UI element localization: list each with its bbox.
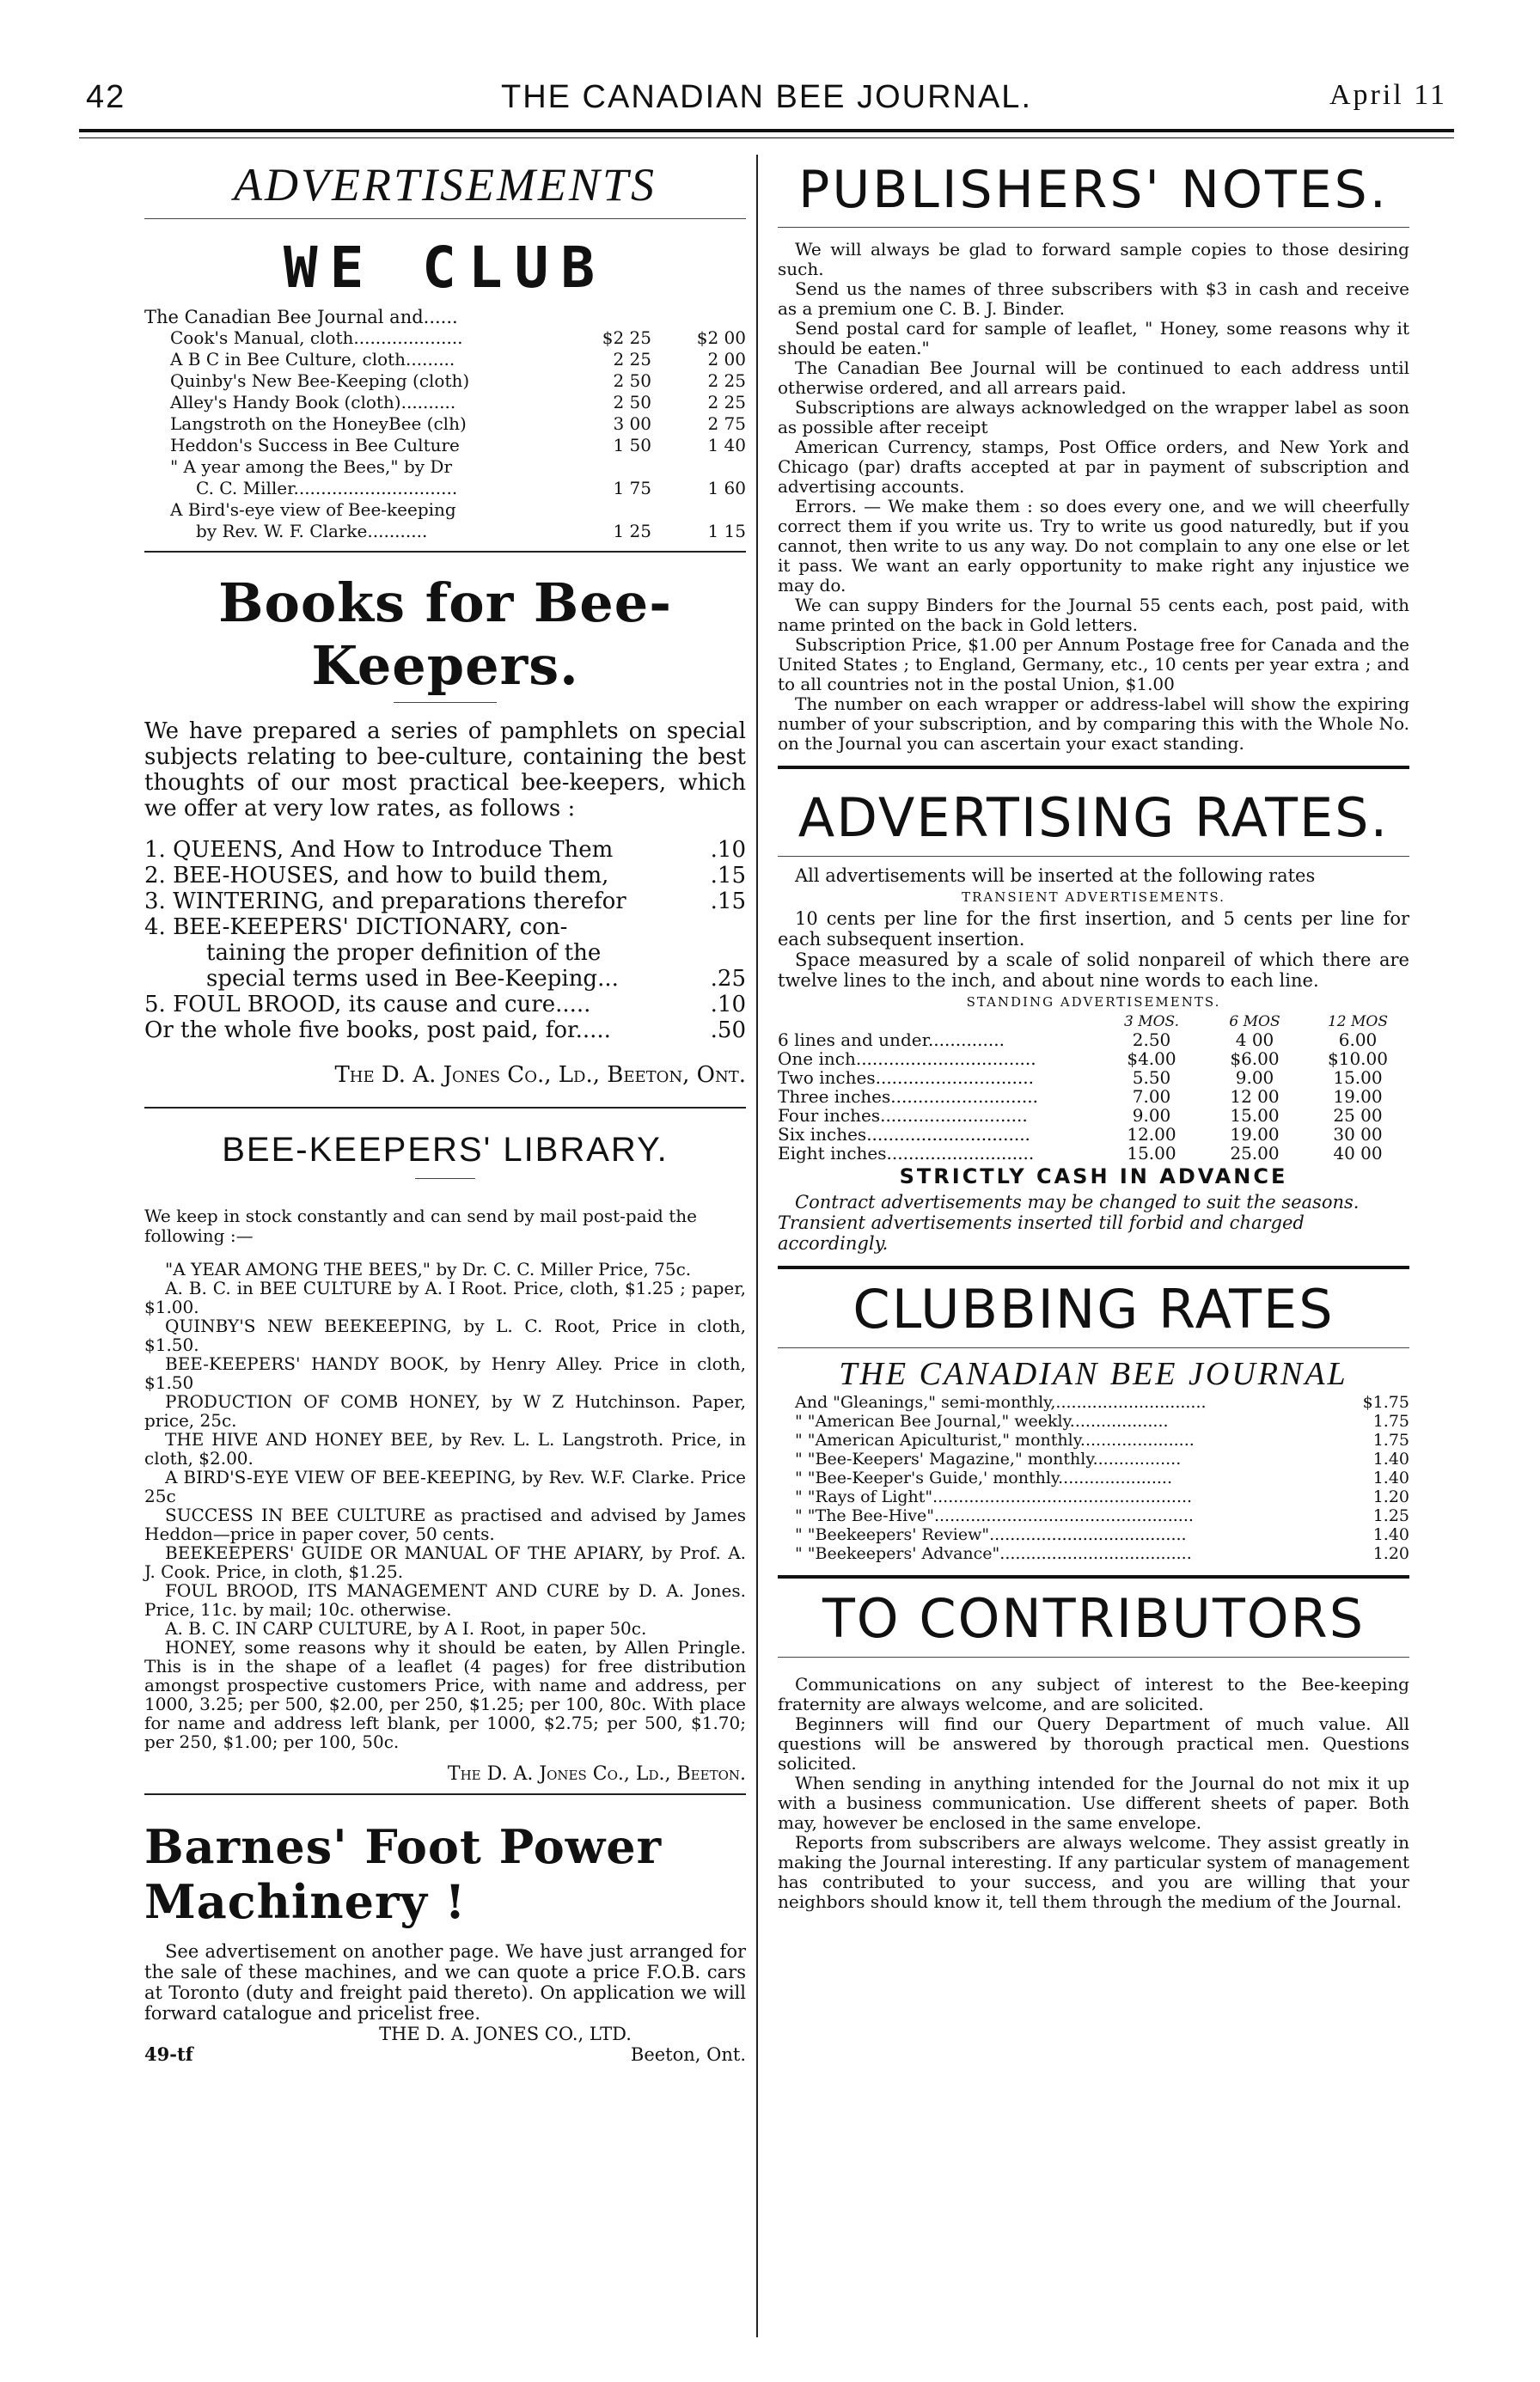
book-price: .15	[710, 889, 746, 914]
rate-row	[778, 1144, 1409, 1163]
clubbing-list	[778, 1393, 1409, 1563]
barnes-sig-company: THE D. A. JONES CO., LTD.	[379, 2024, 632, 2044]
rate-size: 6 lines and under..............	[778, 1029, 1005, 1050]
publishers-note: Errors. — We make them : so does every one, and we will cheerfully correct them if you write us. Try to write us good naturedly, but if you cannot, then write to us any way. Do not complain to any one else or let it pass. We want an early opportunity to make right any injustice we may do.	[778, 496, 1409, 596]
rate-12mos: 40 00	[1333, 1143, 1383, 1164]
book-price: .15	[710, 863, 746, 889]
library-item: A. B. C. in BEE CULTURE by A. I Root. Price, cloth, $1.25 ; paper, $1.00.	[144, 1278, 746, 1317]
clubbing-name: " "Rays of Light"..................................................	[795, 1487, 1193, 1506]
club-item-price: 2 50	[613, 392, 651, 412]
book-title: 5. FOUL BROOD, its cause and cure.....	[144, 992, 591, 1017]
book-item	[144, 940, 746, 966]
contributors-note: Beginners will find our Query Department of much value. All questions will be answered by thorough practical men. Questions solicited.	[778, 1713, 1409, 1774]
rate-6mos: $6.00	[1230, 1048, 1280, 1069]
publishers-notes	[778, 240, 1409, 754]
library-signature: The D. A. Jones Co., Ld., Beeton.	[447, 1763, 746, 1785]
divider	[778, 1347, 1409, 1348]
rate-columns	[778, 1013, 1409, 1030]
book-title: Or the whole five books, post paid, for.....	[144, 1017, 611, 1043]
rate-3mos: 2.50	[1132, 1029, 1171, 1050]
club-item-price: 2 50	[613, 370, 651, 391]
library-intro: We keep in stock constantly and can send by mail post-paid the following :—	[144, 1206, 697, 1246]
rate-row	[778, 1049, 1409, 1068]
book-item	[144, 863, 746, 889]
clubbing-row	[778, 1469, 1409, 1487]
advertising-heading: ADVERTISING RATES.	[798, 786, 1390, 849]
library-item: A. B. C. IN CARP CULTURE, by A I. Root, in paper 50c.	[165, 1618, 647, 1639]
library-list	[144, 1260, 746, 1751]
advertising-intro: All advertisements will be inserted at the following rates	[795, 865, 1316, 886]
book-item	[144, 992, 746, 1017]
transient-heading: TRANSIENT ADVERTISEMENTS.	[962, 889, 1225, 905]
club-row	[144, 392, 746, 413]
rate-6mos: 25.00	[1230, 1143, 1280, 1164]
clubbing-name: " "Beekeepers' Review"......................................	[795, 1525, 1187, 1544]
library-item: THE HIVE AND HONEY BEE, by Rev. L. L. Langstroth. Price, in cloth, $2.00.	[144, 1429, 746, 1469]
library-item: QUINBY'S NEW BEEKEEPING, by L. C. Root, Price in cloth, $1.50.	[144, 1316, 746, 1355]
rate-3mos: 5.50	[1132, 1067, 1171, 1088]
clubbing-name: " "The Bee-Hive"..................................................	[795, 1506, 1194, 1525]
publishers-note: We can suppy Binders for the Journal 55 cents each, post paid, with name printed on the back in Gold letters.	[778, 595, 1409, 635]
club-item-price: 1 25	[613, 521, 651, 541]
contributors-note: When sending in anything intended for the Journal do not mix it up with a business communication. Use different sheets of paper. Both may, however be enclosed in the same envelope.	[778, 1773, 1409, 1833]
club-row	[144, 435, 746, 456]
divider	[144, 1107, 746, 1109]
divider	[778, 1657, 1409, 1658]
club-item-price: $2 25	[602, 327, 651, 348]
book-price: .50	[710, 1017, 746, 1043]
club-row	[144, 413, 746, 435]
club-item-name: Cook's Manual, cloth....................	[170, 327, 463, 348]
publishers-note: Send postal card for sample of leaflet, " Honey, some reasons why it should be eaten."	[778, 318, 1409, 358]
club-list	[144, 327, 746, 542]
library-item: BEEKEEPERS' GUIDE OR MANUAL OF THE APIARY, by Prof. A. J. Cook. Price, in cloth, $1.25.	[144, 1542, 746, 1582]
rate-row	[778, 1125, 1409, 1144]
barnes-sig-code: 49-tf	[144, 2043, 193, 2065]
rate-12mos: 25 00	[1333, 1105, 1383, 1126]
clubbing-price: 1.40	[1372, 1450, 1409, 1469]
club-item-name: Langstroth on the HoneyBee (clh)	[170, 413, 467, 434]
book-title: 3. WINTERING, and preparations therefor	[144, 889, 626, 914]
rate-12mos: 6.00	[1338, 1029, 1378, 1050]
clubbing-name: " "Bee-Keeper's Guide,' monthly......................	[795, 1469, 1172, 1487]
clubbing-price: 1.20	[1372, 1487, 1409, 1506]
book-price: .10	[710, 992, 746, 1017]
clubbing-price: 1.40	[1372, 1469, 1409, 1487]
rate-row	[778, 1068, 1409, 1087]
header-rule-thin	[79, 137, 1454, 138]
clubbing-row	[778, 1525, 1409, 1544]
library-item: PRODUCTION OF COMB HONEY, by W Z Hutchinson. Paper, price, 25c.	[144, 1391, 746, 1431]
rate-6mos: 19.00	[1230, 1124, 1280, 1145]
rate-row	[778, 1106, 1409, 1125]
running-head	[86, 79, 1447, 127]
club-item-price	[583, 499, 651, 521]
publishers-note: Subscription Price, $1.00 per Annum Postage free for Canada and the United States ; to England, Germany, etc., 10 cents per year extra ; and to all countries not in the postal Union, $1.00	[778, 634, 1409, 694]
book-item	[144, 914, 746, 940]
books-intro: We have prepared a series of pamphlets on special subjects relating to bee-culture, containing the best thoughts of our most practical bee-keepers, which we offer at very low rates, as follows :	[144, 718, 746, 821]
barnes-sig-place: Beeton, Ont.	[630, 2044, 746, 2065]
club-item-price: 1 75	[613, 478, 651, 498]
rate-size: Eight inches...........................	[778, 1143, 1035, 1164]
book-title: taining the proper definition of the	[206, 940, 602, 966]
contributors-heading: TO CONTRIBUTORS	[822, 1587, 1366, 1650]
club-item-club-price	[651, 499, 746, 521]
clubbing-price: 1.75	[1372, 1412, 1409, 1431]
book-title: 2. BEE-HOUSES, and how to build them,	[144, 863, 609, 889]
club-item-club-price: 2 00	[707, 349, 746, 370]
rate-6mos: 12 00	[1230, 1086, 1280, 1107]
book-title: 1. QUEENS, And How to Introduce Them	[144, 837, 614, 863]
publishers-note: American Currency, stamps, Post Office orders, and New York and Chicago (par) drafts accepted at par in payment of subscription and advertising accounts.	[778, 437, 1409, 497]
clubbing-row	[778, 1412, 1409, 1431]
clubbing-row	[778, 1450, 1409, 1469]
publishers-note: Subscriptions are always acknowledged on the wrapper label as soon as possible after receipt	[778, 397, 1409, 437]
books-list	[144, 837, 746, 1043]
clubbing-price: 1.75	[1372, 1431, 1409, 1450]
rate-3mos: 12.00	[1127, 1124, 1176, 1145]
club-row	[144, 478, 746, 499]
club-item-name: A B C in Bee Culture, cloth.........	[170, 349, 455, 370]
publishers-note: The Canadian Bee Journal will be continued to each address until otherwise ordered, and all arrears paid.	[778, 357, 1409, 398]
rate-size: Four inches...........................	[778, 1105, 1028, 1126]
clubbing-name: And "Gleanings," semi-monthly,.............................	[795, 1393, 1207, 1412]
clubbing-row	[778, 1506, 1409, 1525]
standing-heading: STANDING ADVERTISEMENTS.	[966, 994, 1221, 1010]
divider	[778, 1266, 1409, 1269]
book-item	[144, 1017, 746, 1043]
publishers-note: We will always be glad to forward sample copies to those desiring such.	[778, 239, 1409, 279]
club-row	[144, 349, 746, 370]
club-row	[144, 499, 746, 521]
left-column	[144, 155, 746, 2065]
book-price: .25	[710, 966, 746, 992]
contributors-note: Reports from subscribers are always welcome. They assist greatly in making the Journal interesting. If any particular system of management has contributed to your success, and you are willing that your neighbors should know it, tell them through the medium of the Journal.	[778, 1832, 1409, 1912]
books-signature: The D. A. Jones Co., Ld., Beeton, Ont.	[334, 1062, 746, 1088]
clubbing-price: $1.75	[1362, 1393, 1409, 1412]
publishers-heading: PUBLISHERS' NOTES.	[798, 160, 1389, 220]
club-item-club-price	[651, 456, 746, 478]
divider	[394, 702, 497, 703]
club-item-name: C. C. Miller..............................	[196, 478, 458, 498]
club-item-club-price: 1 40	[707, 435, 746, 455]
club-item-name: " A year among the Bees," by Dr	[170, 456, 453, 477]
rate-3mos: 9.00	[1132, 1105, 1171, 1126]
barnes-signature	[144, 2024, 746, 2065]
library-item: "A YEAR AMONG THE BEES," by Dr. C. C. Miller Price, 75c.	[165, 1259, 692, 1280]
club-item-club-price: $2 00	[696, 327, 746, 348]
clubbing-row	[778, 1431, 1409, 1450]
rate-row	[778, 1087, 1409, 1106]
club-row	[144, 456, 746, 478]
book-price: .10	[710, 837, 746, 863]
book-item	[144, 837, 746, 863]
contributors-notes	[778, 1675, 1409, 1912]
club-item-price: 2 25	[613, 349, 651, 370]
advertisements-heading: ADVERTISEMENTS	[234, 159, 657, 211]
club-item-name: Quinby's New Bee-Keeping (cloth)	[170, 370, 470, 391]
rate-col-6: 6 MOS	[1229, 1013, 1280, 1030]
page-number: 42	[86, 79, 126, 115]
club-heading: WE CLUB	[283, 235, 608, 301]
strictly-cash: STRICTLY CASH IN ADVANCE	[899, 1164, 1288, 1188]
club-intro: The Canadian Bee Journal and......	[144, 307, 458, 327]
club-row	[144, 521, 746, 542]
journal-title: THE CANADIAN BEE JOURNAL.	[501, 79, 1032, 115]
publishers-note: Send us the names of three subscribers with $3 in cash and receive as a premium one C. B. J. Binder.	[778, 278, 1409, 319]
issue-date: April 11	[1329, 79, 1447, 111]
book-price	[694, 940, 746, 966]
club-item-club-price: 2 25	[707, 392, 746, 412]
library-item: FOUL BROOD, ITS MANAGEMENT AND CURE by D. A. Jones. Price, 11c. by mail; 10c. otherwise.	[144, 1580, 746, 1620]
rate-3mos: 15.00	[1127, 1143, 1176, 1164]
rate-3mos: $4.00	[1127, 1048, 1176, 1069]
club-item-name: Alley's Handy Book (cloth)..........	[170, 392, 456, 412]
club-item-name: Heddon's Success in Bee Culture	[170, 435, 460, 455]
rate-size: One inch.................................	[778, 1048, 1036, 1069]
library-item: BEE-KEEPERS' HANDY BOOK, by Henry Alley. Price in cloth, $1.50	[144, 1353, 746, 1393]
library-item: SUCCESS IN BEE CULTURE as practised and advised by James Heddon—price in paper cover, 50 cents.	[144, 1505, 746, 1544]
rate-col-3: 3 MOS.	[1123, 1013, 1179, 1030]
transient-text: 10 cents per line for the first insertion, and 5 cents per line for each subsequent insertion.	[778, 908, 1409, 950]
divider	[778, 1575, 1409, 1579]
library-item: A BIRD'S-EYE VIEW OF BEE-KEEPING, by Rev. W.F. Clarke. Price 25c	[144, 1467, 746, 1506]
rate-12mos: 30 00	[1333, 1124, 1383, 1145]
rate-6mos: 4 00	[1235, 1029, 1274, 1050]
divider	[144, 551, 746, 553]
club-item-price: 1 50	[613, 435, 651, 455]
rate-12mos: 15.00	[1333, 1067, 1383, 1088]
club-item-club-price: 1 15	[707, 521, 746, 541]
book-item	[144, 966, 746, 992]
club-item-club-price: 1 60	[707, 478, 746, 498]
clubbing-name: " "Bee-Keepers' Magazine," monthly.................	[795, 1450, 1182, 1469]
clubbing-price: 1.40	[1372, 1525, 1409, 1544]
clubbing-name: " "Beekeepers' Advance".....................................	[795, 1544, 1192, 1563]
club-item-price	[583, 456, 651, 478]
rate-12mos: $10.00	[1328, 1048, 1388, 1069]
library-item: HONEY, some reasons why it should be eaten, by Allen Pringle. This is in the shape of a leaflet (4 pages) for free distribution amongst prospective customers Price, with name and address, per 1000, 3.25; per 500, $2.00, per 250, $1.25; per 100, 80c. With place for name and address left blank, per 1000, $2.75; per 500, $1.70; per 250, $1.00; per 100, 50c.	[144, 1637, 746, 1752]
contract-text: Contract advertisements may be changed to suit the seasons. Transient advertisements inserted till forbid and charged accordingly.	[778, 1192, 1360, 1254]
club-item-name: A Bird's-eye view of Bee-keeping	[170, 499, 456, 520]
clubbing-row	[778, 1393, 1409, 1412]
rate-6mos: 9.00	[1235, 1067, 1274, 1088]
right-column	[778, 155, 1409, 1912]
rate-12mos: 19.00	[1333, 1086, 1383, 1107]
divider	[144, 218, 746, 219]
rate-size: Two inches.............................	[778, 1067, 1034, 1088]
book-title: special terms used in Bee-Keeping...	[206, 966, 619, 992]
book-title: 4. BEE-KEEPERS' DICTIONARY, con-	[144, 914, 568, 940]
barnes-text: See advertisement on another page. We have just arranged for the sale of these machines, and we can quote a price F.O.B. cars at Toronto (duty and freight paid thereto). On application we will forward catalogue and pricelist free.	[144, 1941, 746, 2024]
clubbing-price: 1.25	[1372, 1506, 1409, 1525]
rate-3mos: 7.00	[1132, 1086, 1171, 1107]
divider	[415, 1178, 475, 1179]
books-heading: Books for Bee-Keepers.	[218, 571, 672, 697]
publishers-note: The number on each wrapper or address-label will show the expiring number of your subscription, and by comparing this with the Whole No. on the Journal you can ascertain your exact standing.	[778, 693, 1409, 754]
header-rule	[79, 129, 1454, 132]
rate-size: Six inches..............................	[778, 1124, 1030, 1145]
book-item	[144, 889, 746, 914]
clubbing-name: " "American Apiculturist," monthly......................	[795, 1431, 1195, 1450]
divider	[778, 227, 1409, 228]
library-heading: BEE-KEEPERS' LIBRARY.	[222, 1131, 669, 1169]
barnes-sig-line	[144, 2044, 746, 2065]
clubbing-heading: CLUBBING RATES	[852, 1278, 1335, 1341]
club-row	[144, 370, 746, 392]
club-item-name: by Rev. W. F. Clarke...........	[196, 521, 428, 541]
rate-size: Three inches...........................	[778, 1086, 1038, 1107]
book-price	[694, 914, 746, 940]
clubbing-name: " "American Bee Journal," weekly...................	[795, 1412, 1169, 1431]
clubbing-journal: THE CANADIAN BEE JOURNAL	[839, 1356, 1348, 1392]
barnes-heading: Barnes' Foot Power Machinery !	[144, 1819, 663, 1929]
club-item-club-price: 2 75	[707, 413, 746, 434]
divider	[778, 766, 1409, 769]
contributors-note: Communications on any subject of interest to the Bee-keeping fraternity are always welcome, and are solicited.	[778, 1674, 1409, 1714]
rate-6mos: 15.00	[1230, 1105, 1280, 1126]
column-rule	[756, 155, 758, 2337]
rate-row	[778, 1030, 1409, 1049]
club-item-club-price: 2 25	[707, 370, 746, 391]
club-item-price: 3 00	[613, 413, 651, 434]
clubbing-price: 1.20	[1372, 1544, 1409, 1563]
divider	[778, 856, 1409, 857]
rate-col-12: 12 MOS	[1327, 1013, 1389, 1030]
clubbing-row	[778, 1544, 1409, 1563]
rate-table	[778, 1030, 1409, 1163]
club-row	[144, 327, 746, 349]
divider	[144, 1793, 746, 1795]
clubbing-row	[778, 1487, 1409, 1506]
space-text: Space measured by a scale of solid nonpareil of which there are twelve lines to the inch, and about nine words to each line.	[778, 950, 1409, 991]
